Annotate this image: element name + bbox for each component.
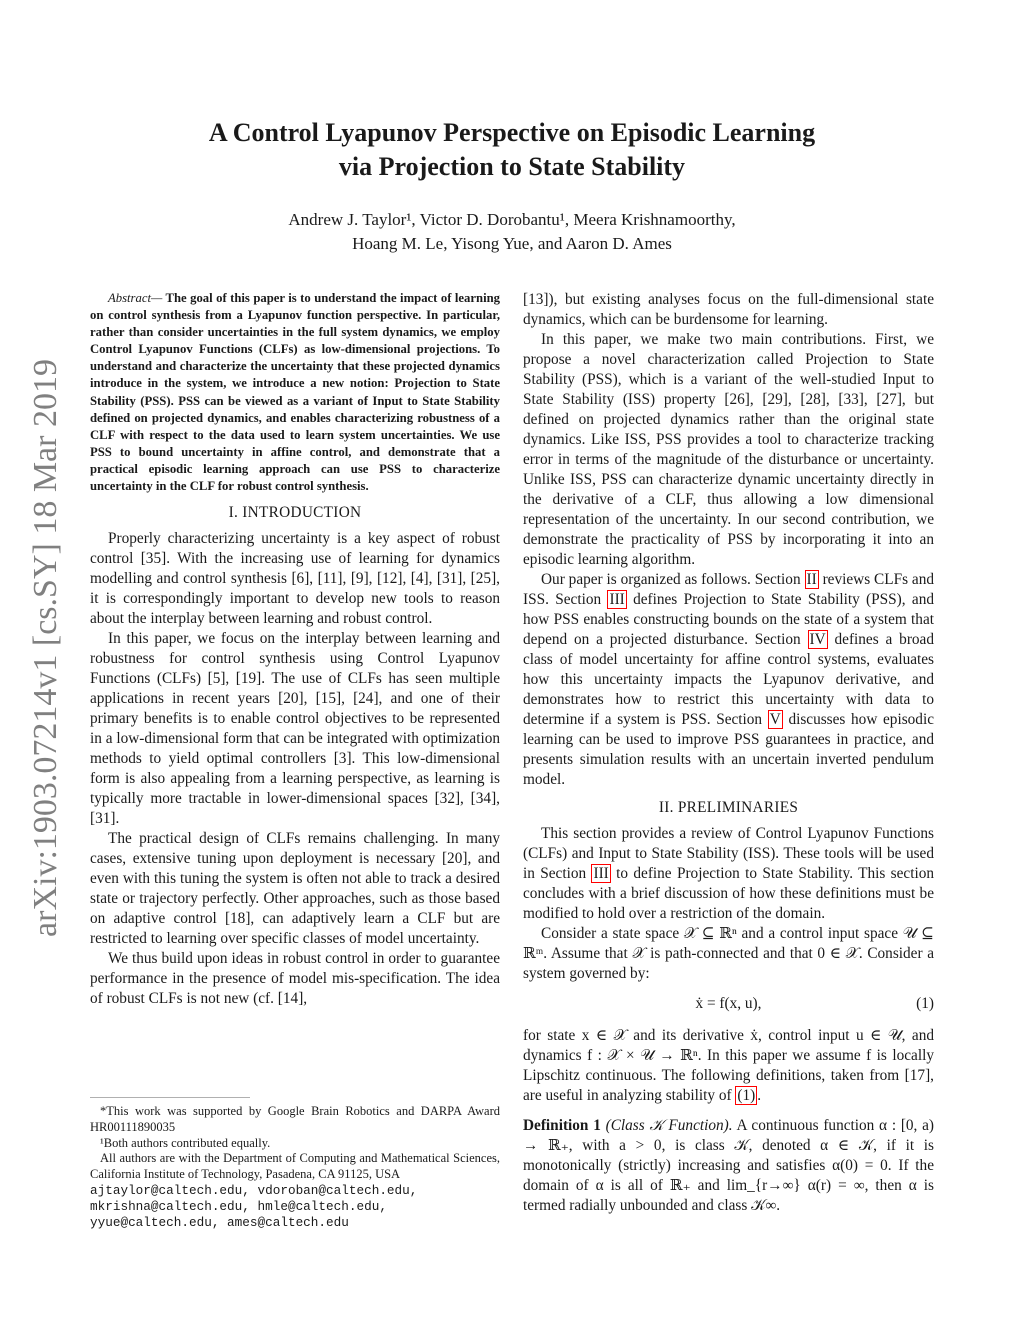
intro-paragraph-4: We thus build upon ideas in robust control in order to guarantee performance in the presence of model mis-specification. The idea of robust CLFs is not new (cf. [14], xyxy=(90,950,500,1008)
prelim-p3-text-b: . xyxy=(757,1087,762,1104)
equation-1 xyxy=(523,994,934,1014)
paper-title xyxy=(120,116,904,184)
definition-label: Definition 1 xyxy=(523,1117,601,1134)
authors-line-1: Andrew J. Taylor¹, Victor D. Dorobantu¹, Meera Krishnamoorthy, xyxy=(288,210,736,229)
prelim-p3-text-a: for state x ∈ 𝒳 and its derivative ẋ, control input u ∈ 𝒰, and dynamics f : 𝒳 × 𝒰 → ℝⁿ. In this paper we assume f is locally Lipschitz continuous. The following definitions, taken from [17], are useful in analyzing stability of xyxy=(523,1027,934,1104)
section-link-iii[interactable]: III xyxy=(609,591,625,608)
p7-text-b: reviews CLFs and ISS. Section xyxy=(523,571,935,608)
footnote-emails xyxy=(90,1183,500,1231)
p7-text-c: defines Projection to State Stability (PSS), and how PSS enables constructing bounds on the state of a system that depend on a projected disturbance. Section xyxy=(523,591,934,648)
abstract-text: The goal of this paper is to understand the impact of learning on control synthesis from a Lyapunov function perspective. In particular, rather than consider uncertainties in the full system dynamics, we employ Control Lyapunov Functions (CLFs) as low-dimensional projections. To understand and characterize the uncertainty that these projected dynamics introduce in the system, we introduce a new notion: Projection to State Stability (PSS). PSS can be viewed as a variant of Input to State Stability defined on projected dynamics, and enables characterizing robustness of a CLF with respect to the data used to learn system uncertainties. We use PSS to bound uncertainty in affine control, and demonstrate that a practical episodic learning approach can use PSS to characterize uncertainty in the CLF for robust control synthesis. xyxy=(90,291,500,494)
title-line-1: A Control Lyapunov Perspective on Episodic Learning xyxy=(208,118,816,147)
abstract xyxy=(90,290,500,495)
section-link-ii[interactable]: II xyxy=(806,571,817,588)
prelim-paragraph-1 xyxy=(523,824,934,924)
intro-paragraph-3: The practical design of CLFs remains challenging. In many cases, extensive tuning upon deployment is necessary [20], and even with this tuning the system is often not able to track a desired state or trajectory perfectly. Other approaches, such as those based on adaptive control [18], can adaptively learn a CLF but are restricted to learning over specific classes of model uncertainty. xyxy=(90,830,500,948)
p7-text-e: discusses how episodic learning can be used to improve PSS guarantees in practice, and presents simulation results with an uncertain inverted pendulum model. xyxy=(523,711,934,788)
intro-paragraph-5: [13]), but existing analyses focus on the full-dimensional state dynamics, which can be burdensome for learning. xyxy=(523,291,934,328)
equation-link-1[interactable]: (1) xyxy=(737,1087,756,1104)
email-line-1: ajtaylor@caltech.edu, vdoroban@caltech.edu, xyxy=(90,1182,418,1198)
section-link-iii-prelim[interactable]: III xyxy=(593,865,609,882)
prelim-paragraph-3 xyxy=(523,1026,934,1106)
title-line-2: via Projection to State Stability xyxy=(338,152,686,181)
email-line-2: mkrishna@caltech.edu, hmle@caltech.edu, xyxy=(90,1198,387,1214)
authors-line-2: Hoang M. Le, Yisong Yue, and Aaron D. Ames xyxy=(352,234,672,253)
email-line-3: yyue@caltech.edu, ames@caltech.edu xyxy=(90,1214,349,1230)
prelim-p1-text-b: to define Projection to State Stability. This section concludes with a brief discussion of how these definitions must be modified to hold over a restriction of the domain. xyxy=(523,865,934,922)
right-column xyxy=(523,290,934,1216)
section-heading-preliminaries: II. PRELIMINARIES xyxy=(658,799,799,816)
section-heading-introduction: I. INTRODUCTION xyxy=(228,504,362,522)
footnote-affiliation: All authors are with the Department of Computing and Mathematical Sciences, California Institute of Technology, Pasadena, CA 91125, USA xyxy=(90,1151,500,1182)
footnote-funding: *This work was supported by Google Brain Robotics and DARPA Award HR00111890035 xyxy=(90,1104,500,1134)
intro-paragraph-1: Properly characterizing uncertainty is a key aspect of robust control [35]. With the increasing use of learning for dynamics modelling and control synthesis [6], [11], [9], [12], [4], [31], [25], it is correspondingly important to develop new tools to reason about the interplay between learning and robust control. xyxy=(90,530,500,628)
abstract-label: Abstract— xyxy=(108,291,163,305)
equation-body: ẋ = f(x, u), xyxy=(695,995,762,1012)
prelim-paragraph-2: Consider a state space 𝒳 ⊆ ℝⁿ and a control input space 𝒰 ⊆ ℝᵐ. Assume that 𝒳 is path-connected and that 0 ∈ 𝒳. Consider a system governed by: xyxy=(523,925,934,982)
section-link-v[interactable]: V xyxy=(769,711,781,728)
p7-text-a: Our paper is organized as follows. Section xyxy=(541,571,805,588)
definition-text: A continuous function α : [0, a) → ℝ₊, with a > 0, is class 𝒦, denoted α ∈ 𝒦, if it is monotonically (strictly) increasing and satisfies α(0) = 0. If the domain of α is all of ℝ₊ and lim_{r→∞} α(r) = ∞, then α is termed radially unbounded and class 𝒦∞. xyxy=(523,1117,935,1214)
footnote-rule xyxy=(90,1097,250,1098)
author-list xyxy=(150,208,874,256)
footnote-equal-contribution: ¹Both authors contributed equally. xyxy=(100,1135,271,1150)
arxiv-id-text: arXiv:1903.07214v1 [cs.SY] 18 Mar 2019 xyxy=(27,359,64,937)
prelim-p1-text-a: This section provides a review of Control Lyapunov Functions (CLFs) and Input to State Stability (ISS). These tools will be used in Section xyxy=(523,825,934,882)
intro-paragraph-2: In this paper, we focus on the interplay between learning and robustness for control synthesis using Control Lyapunov Functions (CLFs) [5], [19]. The use of CLFs has seen multiple applications in recent years [20], [15], [24], and one of their primary benefits is to enable control objectives to be represented in a low-dimensional form that can be integrated with optimization methods to yield optimal controllers [3]. This low-dimensional form is also appealing from a learning perspective, as learning is typically more tractable in lower-dimensional spaces [32], [34], [31]. xyxy=(90,630,500,828)
definition-1 xyxy=(523,1116,934,1216)
definition-name: (Class 𝒦 Function). xyxy=(605,1117,733,1134)
footnotes xyxy=(90,1104,500,1231)
intro-paragraph-6: In this paper, we make two main contributions. First, we propose a novel characterization called Projection to State Stability (PSS), which is a variant of the well-studied Input to State Stability (ISS) property [26], [29], [28], [33], [27], but defined on projected dynamics rather than the original state dynamics. Like ISS, PSS provides a tool to characterize tracking error in terms of the magnitude of the disturbance or uncertainty. Unlike ISS, PSS can characterize dynamic uncertainty directly in the derivative of a CLF, thus allowing a low dimensional representation of the uncertainty. In our second contribution, we demonstrate the practicality of PSS by incorporating it into an episodic learning algorithm. xyxy=(523,331,934,568)
left-column xyxy=(90,290,500,1009)
intro-paragraph-7 xyxy=(523,570,934,790)
equation-number: (1) xyxy=(916,995,934,1012)
p7-text-d: defines a broad class of model uncertainty for affine control systems, evaluates how this uncertainty impacts the Lyapunov derivative, and demonstrates how to restrict this uncertainty with data to determine if a system is PSS. Section xyxy=(523,631,934,728)
section-link-iv[interactable]: IV xyxy=(809,631,826,648)
